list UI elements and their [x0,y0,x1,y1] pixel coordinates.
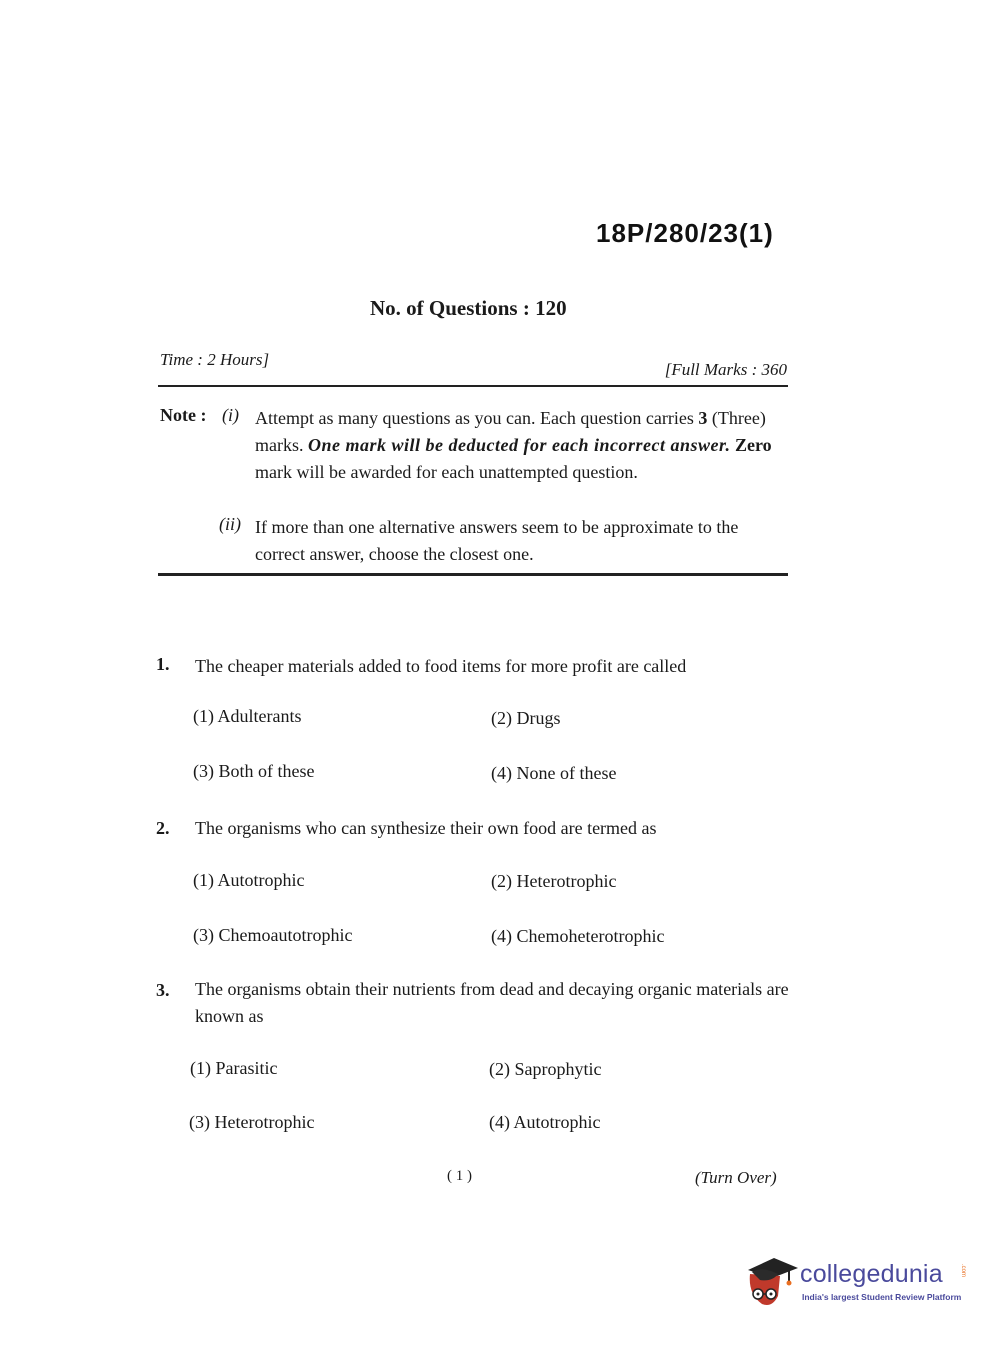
brand-name: collegedunia [800,1260,943,1288]
question-number: 2. [156,818,170,838]
note-text: Attempt as many questions as you can. Each question carries [255,408,699,428]
note-label: Note : [160,405,207,425]
question-text: The organisms who can synthesize their own food are termed as [195,818,657,838]
number-of-questions: No. of Questions : 120 [370,296,567,320]
option: (4) Autotrophic [489,1112,601,1132]
note-item-number: (ii) [219,514,241,534]
note-item-1 [255,405,790,486]
option: (3) Chemoautotrophic [193,925,353,945]
question-number: 1. [156,654,170,674]
option: (3) Both of these [193,761,315,781]
option: (1) Autotrophic [193,870,305,890]
mascot-icon [742,1252,798,1314]
option: (2) Drugs [491,708,561,728]
full-marks: [Full Marks : 360 [664,360,787,379]
option: (2) Saprophytic [489,1059,602,1079]
bottom-divider [158,573,788,576]
question-text: The organisms obtain their nutrients from dead and decaying organic materials are known as [195,979,789,1026]
turn-over-label: (Turn Over) [695,1168,777,1187]
note-emphasis: One mark will be deducted for each incorrect answer. [308,435,731,455]
question-number: 3. [156,980,170,1000]
brand-suffix: .com [960,1264,966,1278]
option: (3) Heterotrophic [189,1112,315,1132]
brand-tagline: India's largest Student Review Platform [802,1292,962,1302]
paper-code: 18P/280/23(1) [596,218,774,248]
note-bold-number: 3 [698,408,708,428]
note-text: (Three) marks. [255,408,766,455]
page-number: ( 1 ) [447,1168,472,1184]
collegedunia-logo [742,1252,972,1312]
note-item-number: (i) [222,405,239,425]
note-bold-zero: Zero [734,435,772,455]
option: (1) Parasitic [190,1058,278,1078]
question-text: The cheaper materials added to food items for more profit are called [195,656,687,676]
time-allowed: Time : 2 Hours] [160,350,270,369]
option: (2) Heterotrophic [491,871,617,891]
top-divider [158,385,788,387]
option: (4) Chemoheterotrophic [491,926,665,946]
option: (4) None of these [491,763,617,783]
note-item-2: If more than one alternative answers seem to be approximate to the correct answer, choose the closest one. [255,517,739,564]
note-text: mark will be awarded for each unattempted question. [255,462,638,482]
option: (1) Adulterants [193,706,302,726]
